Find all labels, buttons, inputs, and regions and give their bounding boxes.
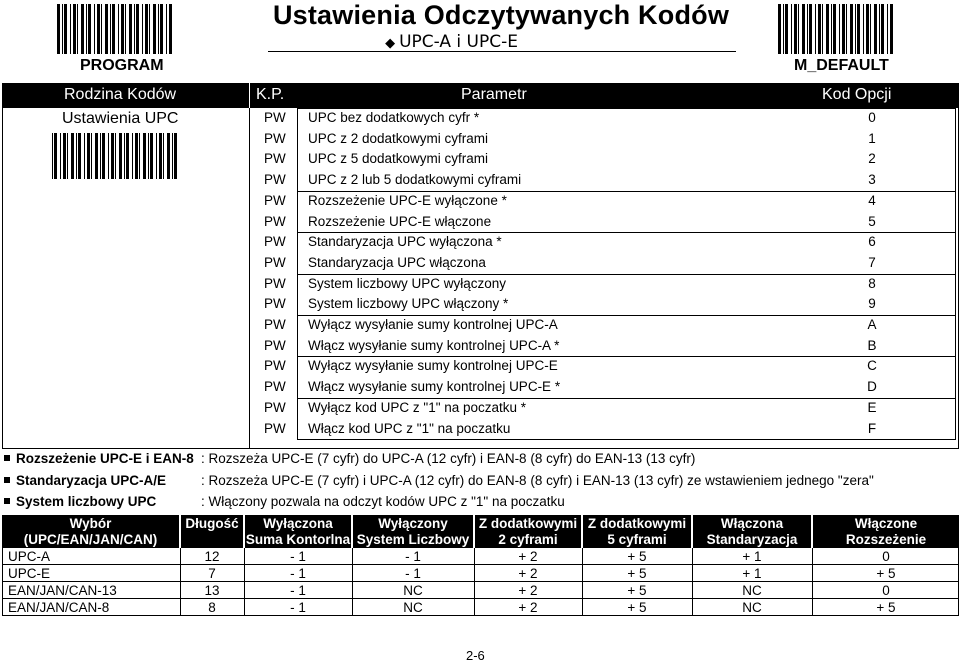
table-cell: UPC-A — [8, 549, 51, 564]
row-parameter: UPC z 2 dodatkowymi cyframi — [308, 130, 489, 146]
barcode-bar — [76, 133, 77, 179]
row-parameter: System liczbowy UPC wyłączony — [308, 275, 507, 291]
m-default-label: M_DEFAULT — [794, 57, 889, 74]
row-kp: PW — [264, 399, 286, 415]
header-line-2: Rozszeżenie — [845, 532, 927, 547]
subtitle-bar — [268, 32, 736, 52]
table-cell: + 5 — [627, 549, 647, 564]
row-kp: PW — [264, 358, 286, 374]
barcode-bar — [94, 4, 95, 54]
barcode-bar — [115, 133, 116, 179]
row-kp: PW — [264, 192, 286, 208]
square-bullet-icon — [4, 477, 10, 483]
table-grid-line — [474, 548, 475, 616]
barcode-bar — [54, 133, 57, 179]
barcode-bar — [118, 4, 119, 54]
barcode-bar — [139, 133, 140, 179]
table-cell: + 1 — [742, 549, 762, 564]
table-row — [2, 582, 959, 599]
table-cell: + 2 — [518, 566, 538, 581]
table-cell: 0 — [882, 549, 890, 564]
barcode-bar — [857, 4, 860, 54]
barcode-bar — [88, 4, 91, 54]
row-parameter: Wyłącz wysyłanie sumy kontrolnej UPC-E — [308, 358, 558, 374]
barcode-bar — [135, 133, 138, 179]
note-text: : Włączony pozwala na odczyt kodów UPC z "1" na poczatku — [201, 494, 565, 509]
parameter-group-box — [297, 356, 956, 398]
barcode-bar — [850, 4, 853, 54]
row-option-code: 3 — [868, 172, 876, 188]
barcode-bar — [136, 4, 139, 54]
barcode-bar — [60, 133, 61, 179]
row-option-code: 4 — [868, 192, 876, 208]
barcode-bar — [167, 133, 170, 179]
header-line-2: Suma Kontorlna — [245, 532, 351, 547]
row-option-code: E — [867, 399, 877, 415]
row-parameter: Włącz kod UPC z "1" na poczatku — [308, 420, 511, 436]
barcode-bar — [794, 4, 797, 54]
note-upc-e-expansion — [4, 451, 696, 466]
parameter-group-box — [297, 274, 956, 316]
header-line-1: Włączone — [854, 516, 918, 531]
barcode-bar — [126, 133, 129, 179]
col-header-parameter: Parametr — [461, 86, 527, 103]
barcode-bar — [153, 4, 156, 54]
table-cell: + 2 — [518, 600, 538, 615]
note-key: Standaryzacja UPC-A/E — [16, 473, 167, 488]
row-kp: PW — [264, 234, 286, 250]
barcode-bar — [110, 4, 111, 54]
row-parameter: Wyłącz kod UPC z "1" na poczatku * — [308, 399, 527, 415]
barcode-bar — [64, 4, 67, 54]
bottom-col-header — [245, 515, 351, 548]
header-line-2: 2 cyframi — [498, 532, 558, 547]
row-parameter: UPC bez dodatkowych cyfr * — [308, 110, 480, 125]
table-cell: NC — [403, 600, 423, 615]
table-grid-line — [244, 548, 245, 616]
barcode-bar — [791, 4, 792, 54]
program-label: PROGRAM — [80, 57, 164, 74]
barcode-bar — [166, 4, 167, 54]
note-key: System liczbowy UPC — [16, 494, 157, 509]
barcode-bar — [156, 133, 157, 179]
upc-settings-barcode — [52, 133, 180, 179]
parameter-group-box — [297, 315, 956, 357]
table-grid-line — [180, 548, 181, 616]
page-subtitle: UPC-A i UPC-E — [399, 32, 518, 52]
table-cell: + 1 — [742, 566, 762, 581]
table-cell: EAN/JAN/CAN-8 — [8, 600, 110, 615]
barcode-bar — [826, 4, 829, 54]
barcode-bar — [809, 4, 812, 54]
col-header-family: Rodzina Kodów — [64, 86, 177, 103]
barcode-bar — [807, 4, 808, 54]
barcode-bar — [67, 133, 68, 179]
header-line-1: Z dodatkowymi — [478, 516, 578, 531]
barcode-bar — [132, 133, 133, 179]
barcode-bar — [145, 4, 148, 54]
table-cell: 7 — [208, 566, 216, 581]
barcode-bar — [100, 133, 101, 179]
barcode-bar — [174, 133, 177, 179]
barcode-bar — [822, 4, 823, 54]
header-line-2: System Liczbowy — [356, 532, 470, 547]
barcode-bar — [172, 133, 173, 179]
bottom-col-header — [693, 515, 811, 548]
barcode-bar — [73, 4, 76, 54]
table-left-border — [2, 108, 3, 449]
row-option-code: B — [867, 337, 877, 353]
row-option-code: 9 — [868, 296, 876, 312]
row-kp: PW — [264, 317, 286, 332]
barcode-bar — [62, 4, 63, 54]
parameter-group-box — [297, 191, 956, 233]
row-option-code: 7 — [868, 254, 876, 270]
main-table-header — [2, 83, 959, 108]
row-option-code: 8 — [868, 275, 876, 291]
table-cell: + 5 — [627, 583, 647, 598]
barcode-bar — [101, 4, 102, 54]
barcode-bar — [879, 4, 880, 54]
row-option-code: 6 — [868, 234, 876, 250]
row-parameter: UPC z 2 lub 5 dodatkowymi cyframi — [308, 172, 522, 188]
header-separator — [249, 83, 250, 108]
program-barcode — [57, 4, 173, 54]
barcode-bar — [102, 133, 105, 179]
barcode-bar — [111, 133, 114, 179]
barcode-bar — [86, 4, 87, 54]
table-bottom-border — [2, 448, 959, 449]
row-kp: PW — [264, 275, 286, 291]
header-line-1: Z dodatkowymi — [587, 516, 687, 531]
barcode-bar — [831, 4, 832, 54]
note-upc-standardization — [4, 473, 874, 488]
parameter-group-box — [297, 232, 956, 274]
row-kp: PW — [264, 110, 286, 125]
table-grid-line — [2, 548, 3, 616]
row-option-code: A — [867, 317, 877, 332]
bottom-col-header — [353, 515, 473, 548]
header-line-1: Wyłączony — [378, 516, 448, 531]
barcode-bar — [150, 133, 153, 179]
barcode-bar — [890, 4, 893, 54]
barcode-bar — [124, 133, 125, 179]
header-line-2: (UPC/EAN/JAN/CAN) — [23, 532, 158, 547]
barcode-bar — [160, 4, 163, 54]
barcode-bar — [78, 133, 81, 179]
table-cell: 0 — [882, 583, 890, 598]
table-cell: NC — [742, 600, 762, 615]
barcode-bar — [881, 4, 884, 54]
row-kp: PW — [264, 172, 286, 188]
barcode-bar — [149, 4, 150, 54]
barcode-bar — [121, 4, 124, 54]
barcode-bar — [855, 4, 856, 54]
barcode-bar — [169, 4, 172, 54]
table-cell: 12 — [204, 549, 220, 564]
table-cell: - 1 — [290, 549, 306, 564]
parameter-group-box — [297, 108, 956, 192]
header-line-1: Długość — [185, 516, 239, 531]
barcode-bar — [81, 4, 84, 54]
row-option-code: 2 — [868, 151, 876, 167]
bottom-col-header — [475, 515, 581, 548]
barcode-bar — [57, 4, 60, 54]
table-cell: + 2 — [518, 583, 538, 598]
bottom-col-header — [583, 515, 691, 548]
barcode-bar — [863, 4, 864, 54]
page-number: 2-6 — [466, 648, 485, 660]
barcode-bar — [125, 4, 126, 54]
barcode-bar — [833, 4, 836, 54]
barcode-bar — [159, 133, 162, 179]
table-cell: - 1 — [405, 549, 421, 564]
row-kp: PW — [264, 379, 286, 395]
m-default-barcode — [778, 4, 894, 54]
table-cell: - 1 — [290, 583, 306, 598]
row-option-code: 5 — [868, 213, 876, 229]
row-parameter: Wyłącz wysyłanie sumy kontrolnej UPC-A — [308, 317, 558, 332]
row-kp: PW — [264, 130, 286, 146]
barcode-bar — [142, 4, 143, 54]
barcode-bar — [119, 133, 122, 179]
table-cell: 13 — [204, 583, 220, 598]
barcode-bar — [783, 4, 784, 54]
row-option-code: F — [867, 420, 877, 436]
barcode-bar — [815, 4, 816, 54]
row-parameter: System liczbowy UPC włączony * — [308, 296, 509, 312]
row-kp: PW — [264, 296, 286, 312]
parameter-group-box — [297, 398, 956, 440]
table-cell: - 1 — [405, 566, 421, 581]
row-option-code: C — [867, 358, 877, 374]
header-line-1: Wybór — [69, 516, 112, 531]
barcode-bar — [158, 4, 159, 54]
barcode-bar — [97, 4, 100, 54]
table-row — [2, 565, 959, 582]
header-line-1: Włączona — [720, 516, 784, 531]
barcode-bar — [163, 133, 164, 179]
barcode-bar — [778, 4, 781, 54]
row-parameter: Rozszeżenie UPC-E włączone — [308, 213, 492, 229]
row-parameter: Włącz wysyłanie sumy kontrolnej UPC-A * — [308, 337, 560, 353]
row-parameter: Włącz wysyłanie sumy kontrolnej UPC-E * — [308, 379, 561, 395]
note-key: Rozszeżenie UPC-E i EAN-8 — [16, 451, 194, 466]
table-row — [2, 548, 959, 565]
note-text: : Rozszeża UPC-E (7 cyfr) do UPC-A (12 cyfr) i EAN-8 (8 cyfr) do EAN-13 (13 cyfr) — [201, 451, 696, 466]
table-cell: EAN/JAN/CAN-13 — [8, 583, 117, 598]
table-grid-line — [692, 548, 693, 616]
row-parameter: Standaryzacja UPC wyłączona * — [308, 234, 502, 250]
barcode-bar — [866, 4, 869, 54]
barcode-bar — [108, 133, 109, 179]
barcode-bar — [134, 4, 135, 54]
barcode-bar — [87, 133, 90, 179]
row-option-code: D — [867, 379, 877, 395]
barcode-bar — [77, 4, 78, 54]
bottom-col-header — [2, 515, 179, 548]
table-family-separator — [249, 108, 250, 449]
barcode-bar — [143, 133, 146, 179]
barcode-bar — [105, 4, 108, 54]
barcode-bar — [839, 4, 840, 54]
table-cell: NC — [403, 583, 423, 598]
table-cell: + 5 — [627, 600, 647, 615]
barcode-bar — [818, 4, 821, 54]
barcode-bar — [785, 4, 788, 54]
note-upc-number-system — [4, 494, 565, 509]
barcode-bar — [84, 133, 85, 179]
barcode-bar — [842, 4, 845, 54]
diamond-bullet-icon: ◆ — [385, 35, 396, 50]
table-grid-line — [812, 548, 813, 616]
table-cell: UPC-E — [8, 566, 51, 581]
row-kp: PW — [264, 151, 286, 167]
table-cell: - 1 — [290, 566, 306, 581]
barcode-bar — [846, 4, 847, 54]
table-cell: + 5 — [876, 600, 896, 615]
barcode-bar — [870, 4, 871, 54]
header-line-2: 5 cyframi — [607, 532, 667, 547]
row-kp: PW — [264, 213, 286, 229]
barcode-bar — [95, 133, 98, 179]
barcode-bar — [148, 133, 149, 179]
row-option-code: 1 — [868, 130, 876, 146]
square-bullet-icon — [4, 455, 10, 461]
page-title: Ustawienia Odczytywanych Kodów — [272, 0, 730, 30]
barcode-bar — [798, 4, 799, 54]
table-grid-line — [352, 548, 353, 616]
table-cell: + 5 — [876, 566, 896, 581]
row-parameter: Rozszeżenie UPC-E wyłączone * — [308, 192, 507, 208]
table-grid-line — [958, 548, 959, 616]
table-cell: 8 — [208, 600, 216, 615]
barcode-bar — [887, 4, 888, 54]
group-label-upc-settings: Ustawienia UPC — [62, 110, 179, 127]
table-cell: + 5 — [627, 566, 647, 581]
row-parameter: UPC z 5 dodatkowymi cyframi — [308, 151, 489, 167]
barcode-bar — [112, 4, 115, 54]
table-cell: + 2 — [518, 549, 538, 564]
barcode-bar — [52, 133, 53, 179]
table-grid-line — [582, 548, 583, 616]
table-row — [2, 599, 959, 616]
row-parameter: Standaryzacja UPC włączona — [308, 254, 486, 270]
bottom-col-header — [181, 515, 243, 548]
row-kp: PW — [264, 420, 286, 436]
barcode-bar — [63, 133, 66, 179]
barcode-bar — [70, 4, 71, 54]
row-option-code: 0 — [868, 110, 876, 125]
row-kp: PW — [264, 254, 286, 270]
table-cell: - 1 — [290, 600, 306, 615]
header-line-1: Wyłączona — [263, 516, 333, 531]
barcode-bar — [802, 4, 805, 54]
table-cell: NC — [742, 583, 762, 598]
barcode-bar — [874, 4, 877, 54]
col-header-kp: K.P. — [256, 86, 285, 103]
bottom-col-header — [813, 515, 959, 548]
table-right-border — [958, 108, 959, 449]
row-kp: PW — [264, 337, 286, 353]
square-bullet-icon — [4, 498, 10, 504]
barcode-bar — [91, 133, 92, 179]
note-text: : Rozszeża UPC-E (7 cyfr) i UPC-A (12 cyfr) do EAN-8 (8 cyfr) i EAN-13 (13 cyfr) ze wstawieniem jednego "zera" — [201, 473, 874, 488]
barcode-bar — [71, 133, 74, 179]
col-header-option-code: Kod Opcji — [822, 86, 892, 103]
barcode-bar — [129, 4, 132, 54]
header-line-2: Standaryzacja — [706, 532, 798, 547]
